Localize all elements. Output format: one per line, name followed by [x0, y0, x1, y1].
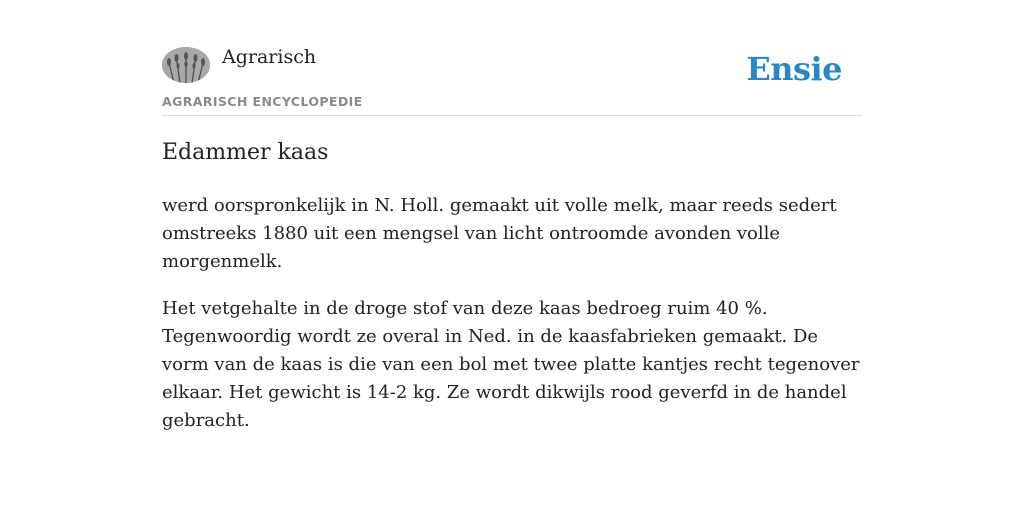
site-header: [162, 0, 862, 116]
brand-logo[interactable]: Ensie: [746, 50, 842, 88]
site-name[interactable]: Agrarisch: [222, 46, 317, 68]
article-title: Edammer kaas: [162, 140, 329, 165]
wheat-icon[interactable]: [162, 47, 210, 83]
page-container: [162, 0, 862, 431]
article-paragraph: werd oorspronkelijk in N. Holl. gemaakt uit volle melk, maar reeds sedert omstreeks 1880 uit een mengsel van licht ontroomde avonden volle morgenmelk.: [162, 195, 837, 272]
article-body: [162, 192, 862, 454]
article-paragraph: Het vetgehalte in de droge stof van deze kaas bedroeg ruim 40 %. Tegenwoordig wordt ze overal in Ned. in de kaasfabrieken gemaakt. De vorm van de kaas is die van een bol met twee platte kantjes recht tegenover elkaar. Het gewicht is 14-2 kg. Ze wordt dikwijls rood geverfd in de handel gebracht.: [162, 298, 860, 431]
site-subtitle: AGRARISCH ENCYCLOPEDIE: [162, 94, 363, 109]
